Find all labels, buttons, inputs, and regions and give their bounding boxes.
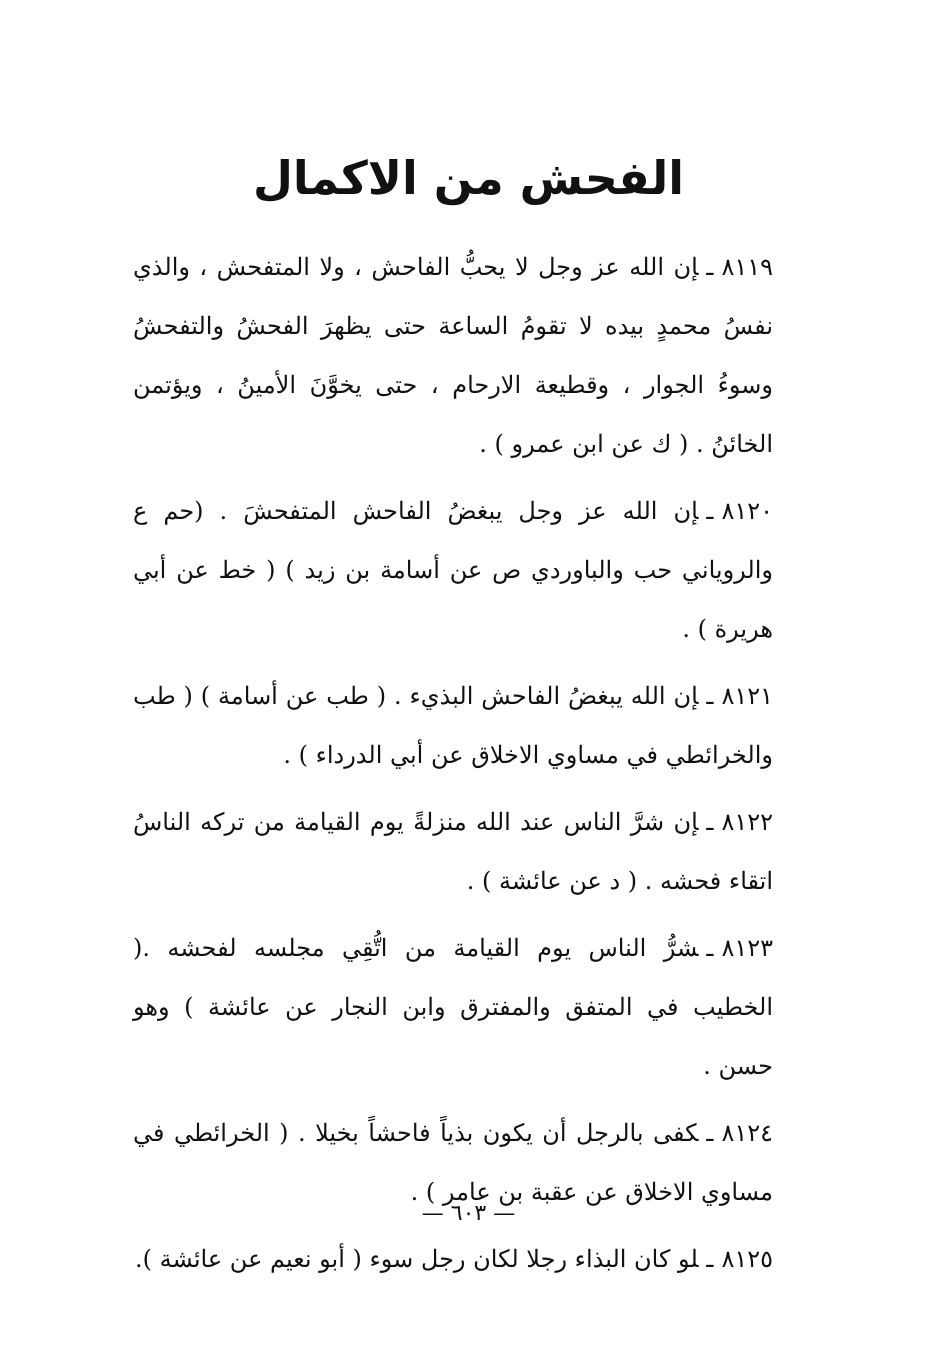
- hadith-text: إن الله عز وجل يبغضُ الفاحش المتفحشَ . (حم ع والروياني حب والباوردي ص عن أسامة بن زيد ) ( خط عن أبي هريرة ) .: [133, 497, 773, 643]
- chapter-title: الفحش من الاكمال: [252, 151, 685, 205]
- hadith-text: كفى بالرجل أن يكون بذياً فاحشاً بخيلا . ( الخرائطي في مساوي الاخلاق عن عقبة بن عامر ) .: [133, 1119, 773, 1206]
- hadith-item: ٨١٢٥ـلو كان البذاء رجلا لكان رجل سوء ( أبو نعيم عن عائشة ).: [134, 1245, 773, 1273]
- hadith-number: ٨١٢٠: [721, 497, 773, 525]
- hadith-number: ٨١٢٥: [721, 1245, 773, 1273]
- hadith-item: ٨١٢٣ـشرُّ الناس يوم القيامة من اتُّقِي مجلسه لفحشه .( الخطيب في المتفق والمفترق وابن النجار عن عائشة ) وهو حسن .: [133, 934, 774, 1080]
- hadith-item: ٨١٢٠ـإن الله عز وجل يبغضُ الفاحش المتفحشَ . (حم ع والروياني حب والباوردي ص عن أسامة بن زيد ) ( خط عن أبي هريرة ) .: [133, 497, 773, 643]
- hadith-number: ٨١٢٤: [721, 1119, 773, 1147]
- hadith-text: شرُّ الناس يوم القيامة من اتُّقِي مجلسه لفحشه .( الخطيب في المتفق والمفترق وابن النجار عن عائشة ) وهو حسن .: [133, 934, 774, 1080]
- hadith-text: لو كان البذاء رجلا لكان رجل سوء ( أبو نعيم عن عائشة ).: [134, 1245, 699, 1273]
- hadith-number: ٨١٢٣: [721, 934, 773, 962]
- hadith-number: ٨١١٩: [721, 253, 773, 281]
- hadith-list: [133, 238, 773, 1297]
- hadith-item: ٨١١٩ـإن الله عز وجل لا يحبُّ الفاحش ، ولا المتفحش ، والذي نفسُ محمدٍ بيده لا تقومُ الساعة حتى يظهرَ الفحشُ والتفحشُ وسوءُ الجوار ، وقطيعة الارحام ، حتى يخوَّنَ الأمينُ ، ويؤتمن الخائنُ . ( ك عن ابن عمرو ) .: [133, 253, 773, 458]
- hadith-text: إن الله يبغضُ الفاحش البذيء . ( طب عن أسامة ) ( طب والخرائطي في مساوي الاخلاق عن أبي الدرداء ) .: [133, 682, 773, 769]
- hadith-item: ٨١٢٤ـكفى بالرجل أن يكون بذياً فاحشاً بخيلا . ( الخرائطي في مساوي الاخلاق عن عقبة بن عامر ) .: [133, 1119, 773, 1206]
- hadith-number: ٨١٢١: [721, 682, 773, 710]
- hadith-text: إن الله عز وجل لا يحبُّ الفاحش ، ولا المتفحش ، والذي نفسُ محمدٍ بيده لا تقومُ الساعة حتى يظهرَ الفحشُ والتفحشُ وسوءُ الجوار ، وقطيعة الارحام ، حتى يخوَّنَ الأمينُ ، ويؤتمن الخائنُ . ( ك عن ابن عمرو ) .: [133, 253, 773, 458]
- hadith-item: ٨١٢٢ـإن شرَّ الناس عند الله منزلةً يوم القيامة من تركه الناسُ اتقاء فحشه . ( د عن عائشة ) .: [133, 808, 773, 895]
- hadith-text: إن شرَّ الناس عند الله منزلةً يوم القيامة من تركه الناسُ اتقاء فحشه . ( د عن عائشة ) .: [133, 808, 773, 895]
- hadith-item: ٨١٢١ـإن الله يبغضُ الفاحش البذيء . ( طب عن أسامة ) ( طب والخرائطي في مساوي الاخلاق عن أبي الدرداء ) .: [133, 682, 773, 769]
- page-number: — ٦٠٣ —: [421, 1201, 516, 1226]
- hadith-number: ٨١٢٢: [721, 808, 773, 836]
